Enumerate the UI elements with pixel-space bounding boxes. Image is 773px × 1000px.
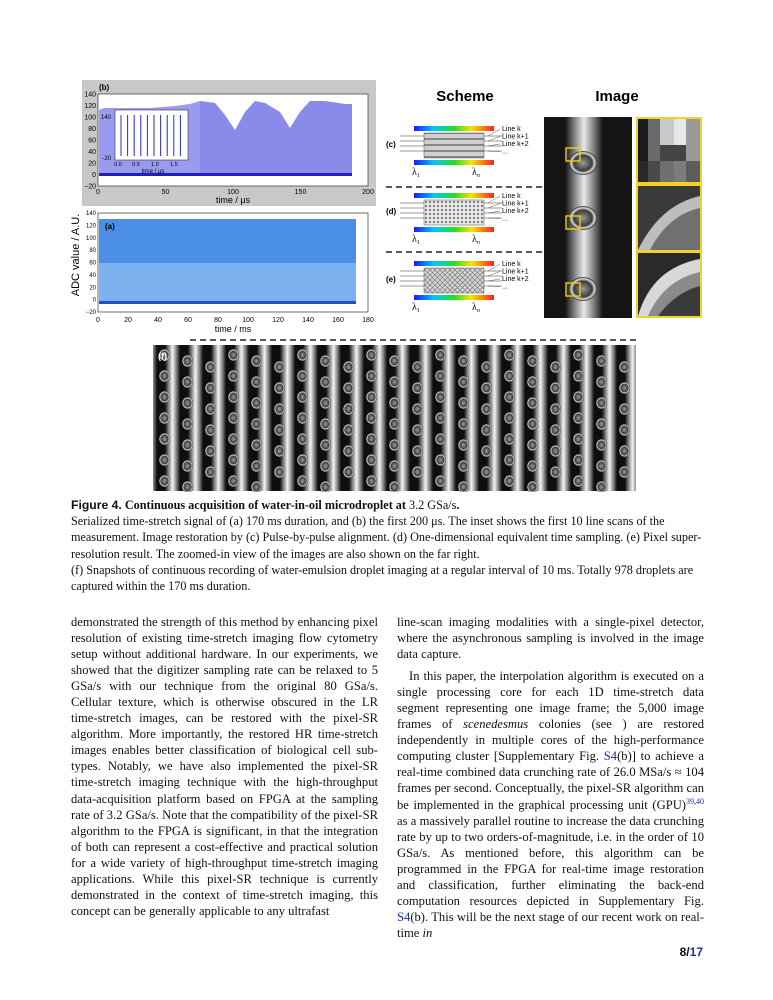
panel-b-xtick: 100: [227, 189, 239, 196]
scheme-leader-line: [488, 279, 500, 281]
droplet: [573, 349, 584, 361]
scheme-row-label: (c): [386, 140, 396, 149]
panel-b-ytick: 80: [88, 126, 96, 133]
droplet: [297, 391, 308, 403]
scheme-line-label: Line k+2: [502, 141, 529, 148]
zoom-e: [638, 253, 700, 316]
droplet: [596, 376, 607, 388]
droplet: [274, 361, 285, 373]
droplet: [435, 349, 446, 361]
figure-caption: [71, 497, 703, 594]
droplet: [573, 370, 584, 382]
droplet: [182, 439, 193, 451]
droplet: [274, 382, 285, 394]
inset-xtick: 1.5: [170, 162, 178, 168]
droplet: [619, 361, 630, 373]
droplet: [481, 466, 492, 478]
body-column-right: [397, 614, 704, 941]
droplet: [228, 433, 239, 445]
droplet: [182, 460, 193, 472]
droplet: [366, 454, 377, 466]
panel-b-ytick: 140: [84, 91, 96, 99]
scheme-leader-line: [488, 137, 500, 142]
scheme-leader-line: [488, 204, 500, 209]
scheme-line-label: ...: [502, 148, 508, 156]
supplementary-ref-link[interactable]: S4: [603, 749, 618, 764]
droplet: [435, 454, 446, 466]
species-name: scenedesmus: [463, 717, 529, 732]
droplet: [435, 370, 446, 382]
panel-a-xtick: 180: [362, 317, 374, 324]
scheme-row: [386, 261, 529, 314]
droplet: [274, 403, 285, 415]
droplet: [504, 433, 515, 445]
panel-b-ytick: −20: [84, 183, 96, 191]
caption-rate: 3.2 GSa/s: [409, 498, 457, 512]
text-run: In this paper, the interpolation algorithm is executed on a single processing core for each 1D time-stretch data segment representing one image frame; the 5,000 image frames of: [397, 669, 704, 732]
droplet: [527, 418, 538, 430]
scheme-line-label: Line k: [502, 126, 521, 133]
droplet: [205, 403, 216, 415]
droplet: [481, 403, 492, 415]
droplet: [458, 439, 469, 451]
droplet: [619, 382, 630, 394]
droplet: [274, 424, 285, 436]
caption-text-1: Serialized time-stretch signal of (a) 170 ms duration, and (b) the first 200 μs. The inset shows the first 10 line scans of the measurement. Image restoration by (c) Pulse-by-pulse alignment. (d) One-dimensional equivalent time sampling. (e) Pixel super-resolution result. The zoomed-in view of the images are also shown on the far right.: [71, 514, 702, 561]
spectrum-bar-top: [414, 261, 494, 266]
scheme-line-label: Line k+1: [502, 200, 529, 208]
panel-b-xtick: 150: [294, 189, 307, 196]
droplet: [504, 475, 515, 487]
droplet: [573, 412, 584, 424]
droplet: [619, 424, 630, 436]
droplet: [159, 370, 170, 382]
caption-title-line: [71, 497, 703, 513]
panel-a-ytick: 0: [92, 297, 96, 304]
droplet: [458, 460, 469, 472]
droplet: [274, 466, 285, 478]
droplet: [389, 460, 400, 472]
droplet: [389, 397, 400, 409]
lambda-n-label: $\lambda_n$: [472, 234, 480, 246]
droplet: [458, 397, 469, 409]
droplet: [343, 382, 354, 394]
caption-title: Continuous acquisition of water-in-oil microdroplet at: [124, 498, 406, 512]
droplet: [435, 391, 446, 403]
droplet: [274, 445, 285, 457]
droplet: [481, 424, 492, 436]
droplet: [366, 433, 377, 445]
droplet: [504, 370, 515, 382]
droplet: [527, 397, 538, 409]
scheme-leader-line: [488, 272, 500, 277]
caption-title-end: .: [456, 498, 460, 512]
panel-b-xlabel: time / μs: [215, 195, 251, 205]
panel-a-ylabel: ADC value / A.U.: [70, 213, 82, 297]
droplet: [527, 376, 538, 388]
droplet: [205, 424, 216, 436]
droplet: [435, 475, 446, 487]
droplet: [159, 433, 170, 445]
panel-a-label: (a): [105, 222, 115, 231]
text-run: colonies (see ) are restored independently in multiple cores of the high-performance computing cluster [Supplementary Fig.: [397, 717, 704, 764]
droplet: [297, 412, 308, 424]
scheme-line-label: ...: [502, 215, 508, 223]
droplet: [343, 403, 354, 415]
lambda-n-label: $\lambda_n$: [472, 167, 480, 179]
droplet: [159, 391, 170, 403]
droplet: [228, 412, 239, 424]
panel-a-xtick: 40: [154, 317, 162, 324]
droplet: [412, 361, 423, 373]
droplet: [573, 391, 584, 403]
panel-a-ytick: 100: [85, 235, 96, 242]
droplet: [343, 361, 354, 373]
droplet: [228, 454, 239, 466]
panel-b-ytick: 120: [84, 103, 96, 110]
droplet: [412, 403, 423, 415]
spectrum-bar-bottom: [414, 227, 494, 232]
droplet: [481, 361, 492, 373]
droplet: [320, 460, 331, 472]
droplet: [550, 403, 561, 415]
scheme-row: [386, 193, 529, 246]
droplet: [504, 412, 515, 424]
scheme-line-label: ...: [502, 283, 508, 291]
text-run: in: [422, 925, 433, 940]
droplet: [251, 397, 262, 409]
droplet: [251, 376, 262, 388]
droplet: [527, 355, 538, 367]
text-run: as a massively parallel routine to increase the data crunching rate by up to two orders-of-magnitude, i.e. in the order of 10 GSa/s. As mentioned before, this algorithm can be programmed in the FPGA for real-time image restoration and classification, further eliminating the back-end computation resources depicted in Supplementary Fig.: [397, 813, 704, 908]
droplet: [504, 349, 515, 361]
droplet: [573, 454, 584, 466]
panel-a-ytick: 80: [89, 248, 96, 255]
lambda-1-label: $\lambda_1$: [412, 234, 420, 246]
image-title: Image: [595, 88, 639, 105]
droplet: [412, 466, 423, 478]
droplet: [251, 439, 262, 451]
droplet: [596, 460, 607, 472]
droplet: [596, 439, 607, 451]
scheme-line-label: Line k: [502, 261, 521, 268]
droplet: [596, 397, 607, 409]
panel-a-xtick: 140: [302, 317, 314, 324]
spectrum-bar-top: [414, 126, 494, 131]
panel-b-ytick: 60: [88, 137, 96, 145]
droplet: [527, 439, 538, 451]
figure-4: [0, 0, 773, 492]
page-total: 17: [689, 945, 703, 959]
droplet: [182, 418, 193, 430]
panel-a-upper-band: [99, 219, 356, 263]
inset-ytick-bottom: -20: [102, 156, 111, 162]
panel-b-ytick: 20: [88, 160, 96, 168]
supplementary-ref-link[interactable]: S4: [397, 909, 411, 924]
droplet: [596, 418, 607, 430]
panel-a: [70, 211, 374, 334]
droplet: [366, 349, 377, 361]
panel-a-xtick: 160: [332, 317, 344, 324]
body-right-paragraph-1: line-scan imaging modalities with a single-pixel detector, where the asynchronous sampling is involved in the image data capture.: [397, 615, 704, 662]
panel-a-ytick: −20: [85, 310, 96, 316]
scheme-line-label: Line k+1: [502, 268, 529, 276]
panel-b-xtick: 50: [161, 189, 170, 196]
zoom-d: [638, 186, 700, 250]
droplet: [159, 475, 170, 487]
droplet: [573, 475, 584, 487]
droplet: [343, 466, 354, 478]
panel-a-ytick: 140: [85, 211, 96, 217]
droplet: [458, 376, 469, 388]
droplet: [297, 349, 308, 361]
droplet: [297, 454, 308, 466]
droplet: [320, 355, 331, 367]
panel-b-xtick: 0: [96, 189, 100, 196]
droplet: [251, 355, 262, 367]
lambda-1-label: $\lambda_1$: [412, 167, 420, 179]
panel-f: [153, 345, 636, 492]
droplet: [412, 382, 423, 394]
scheme-row-label: (d): [386, 207, 397, 216]
panel-a-baseline: [99, 301, 356, 304]
droplet: [435, 433, 446, 445]
droplet: [550, 361, 561, 373]
inset-xtick: 1.0: [151, 162, 159, 168]
body-right-paragraph-2: [397, 668, 704, 941]
panel-b-xtick: 200: [362, 189, 374, 196]
droplet: [366, 391, 377, 403]
droplet: [159, 412, 170, 424]
panel-a-xtick: 0: [96, 317, 100, 324]
panel-a-xtick: 120: [272, 317, 284, 324]
scheme-sampling-grid: [424, 200, 484, 225]
droplet: [527, 460, 538, 472]
inset-xtick: 0.5: [132, 162, 140, 168]
droplet: [320, 418, 331, 430]
panel-b-ytick: 0: [92, 172, 96, 179]
droplet: [297, 475, 308, 487]
caption-head: Figure 4.: [71, 498, 122, 512]
spectrum-bar-bottom: [414, 295, 494, 300]
droplet: [412, 445, 423, 457]
panel-a-xtick: 60: [184, 317, 192, 324]
panel-a-xtick: 20: [124, 317, 132, 324]
scheme-leader-line: [488, 211, 500, 213]
scheme-leader-line: [488, 144, 500, 146]
droplet: [458, 355, 469, 367]
text-run: (b)] to achieve a real-time combined data crunching rate of 26.0 MSa/s ≈ 104 frames per second. Conceptually, the pixel-SR algorithm can be implemented in the graphical processing unit (GPU): [397, 749, 704, 812]
droplet: [504, 454, 515, 466]
droplet: [320, 376, 331, 388]
droplet: [228, 349, 239, 361]
droplet: [550, 424, 561, 436]
panel-a-xlabel: time / ms: [214, 324, 252, 334]
droplet: [619, 466, 630, 478]
droplet: [228, 391, 239, 403]
inset-xlabel: time / μs: [141, 169, 165, 175]
scheme-line-label: Line k: [502, 193, 521, 200]
droplet: [504, 391, 515, 403]
droplet: [389, 355, 400, 367]
droplet: [366, 412, 377, 424]
droplet: [205, 382, 216, 394]
zoom-c: [638, 119, 700, 182]
droplet: [182, 397, 193, 409]
lambda-n-label: $\lambda_n$: [472, 302, 480, 314]
spectrum-bar-top: [414, 193, 494, 198]
droplet: [412, 424, 423, 436]
body-left-paragraph: demonstrated the strength of this method by enhancing pixel resolution of existing time-stretch imaging flow cytometry setup without additional hardware. In our experiments, we showed that the digitizer sampling rate can be relaxed to 5 GSa/s with our technique from the original 80 GSa/s. Cellular texture, which is otherwise obscured in the LR time-stretch images, can be restored with the pixel-SR algorithm. More importantly, the restored HR time-stretch images enables better classification of biological cell sub-types. Notably, we have also implemented the pixel-SR time-stretch imaging technique with the high-throughput data-acquisition platform based on FPGA at the sampling rate of 3.2 GSa/s. Note that the compatibility of the pixel-SR algorithm to the FPGA is significant, in that the integration of both can represent a cost-effective and practical solution for a wide variety of high-throughput time-stretch imaging applications. While this pixel-SR technique is currently demonstrated in the context of time-stretch imaging, this concept can be generally applicable to any ultrafast: [71, 615, 378, 918]
scheme-title: Scheme: [436, 88, 494, 105]
droplet: [205, 466, 216, 478]
droplet: [205, 361, 216, 373]
droplet: [389, 418, 400, 430]
scheme-line-label: Line k+1: [502, 133, 529, 141]
scheme-row: [386, 126, 529, 179]
inset-ytick-top: 140: [100, 115, 111, 121]
text-run: ,: [694, 796, 696, 806]
droplet: [228, 475, 239, 487]
droplet: [228, 370, 239, 382]
page-current: 8/: [679, 945, 690, 959]
citation-link[interactable]: 39: [686, 796, 694, 806]
scheme-sampling-grid: [424, 133, 484, 158]
droplet: [343, 424, 354, 436]
droplet: [481, 382, 492, 394]
droplet: [182, 376, 193, 388]
panel-a-ytick: 120: [85, 223, 96, 230]
droplet: [550, 466, 561, 478]
droplet: [366, 370, 377, 382]
droplet: [343, 445, 354, 457]
droplet: [389, 376, 400, 388]
droplet: [297, 433, 308, 445]
panel-b-ytick: 40: [88, 149, 96, 156]
droplet: [550, 445, 561, 457]
droplet: [366, 475, 377, 487]
panel-a-xtick: 80: [214, 317, 222, 324]
droplet: [573, 433, 584, 445]
scheme-line-label: Line k+2: [502, 208, 529, 215]
spectrum-bar-bottom: [414, 160, 494, 165]
droplet: [320, 439, 331, 451]
body-column-left: [71, 614, 378, 919]
droplet: [251, 418, 262, 430]
panel-a-ytick: 20: [89, 285, 96, 292]
citation-link[interactable]: 40: [696, 796, 704, 806]
caption-text-2: (f) Snapshots of continuous recording of water-emulsion droplet imaging at a regular interval of 10 ms. Totally 978 droplets are captured within the 170 ms duration.: [71, 562, 694, 594]
droplet: [251, 460, 262, 472]
droplet: [320, 397, 331, 409]
droplet: [550, 382, 561, 394]
droplet: [481, 445, 492, 457]
panel-a-ytick: 40: [89, 272, 96, 279]
panel-a-xtick: 100: [242, 317, 254, 324]
panel-f-label: (f): [158, 351, 167, 361]
droplet: [297, 370, 308, 382]
page-number: [680, 945, 703, 959]
droplet: [159, 454, 170, 466]
inset-xtick: 0.0: [114, 162, 122, 168]
panel-b-label: (b): [99, 83, 110, 92]
droplet: [596, 355, 607, 367]
droplet: [458, 418, 469, 430]
scheme-line-label: Line k+2: [502, 276, 529, 283]
droplet: [182, 355, 193, 367]
droplet: [619, 445, 630, 457]
droplet: [205, 445, 216, 457]
panel-b-ytick: 100: [84, 114, 96, 122]
droplet: [389, 439, 400, 451]
panel-a-ytick: 60: [89, 260, 96, 267]
scheme-sampling-grid: [424, 268, 484, 293]
droplet: [619, 403, 630, 415]
lambda-1-label: $\lambda_1$: [412, 302, 420, 314]
scheme-row-label: (e): [386, 275, 396, 284]
image-column: [544, 117, 702, 318]
text-run: (b). This will be the next stage of our recent work on real-time: [397, 909, 704, 940]
droplet: [435, 412, 446, 424]
